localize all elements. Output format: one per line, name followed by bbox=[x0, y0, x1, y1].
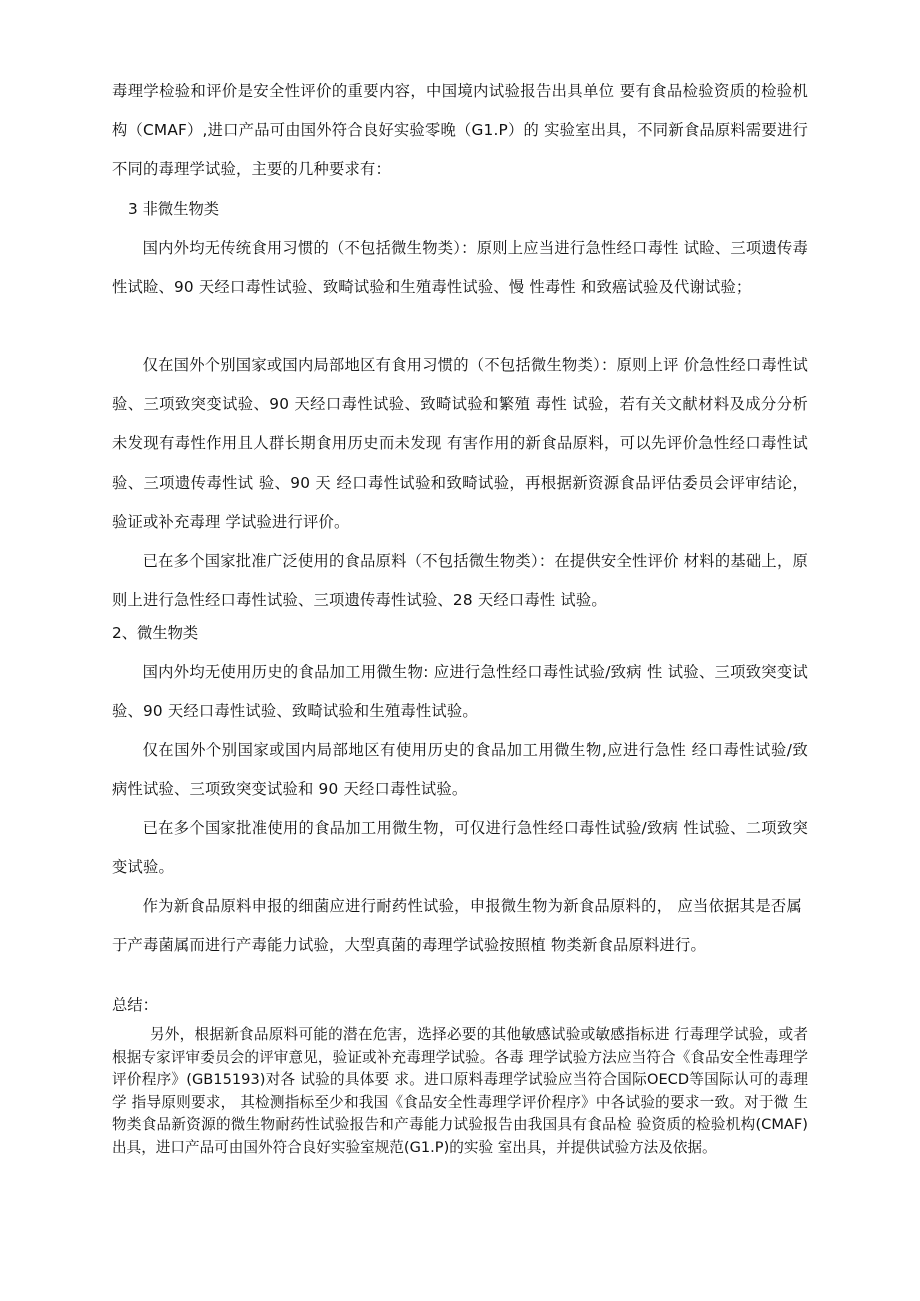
section-heading-microbial: 2、微生物类 bbox=[112, 624, 199, 642]
paragraph-microbe-approved: 已在多个国家批准使用的食品加工用微生物，可仅进行急性经口毒性试验/致病 性试验、二项致突变试验。 bbox=[112, 819, 808, 877]
paragraph-no-traditional-use: 国内外均无传统食用习惯的（不包括微生物类）：原则上应当进行急性经口毒性 试睑、三项遗传毒性试睑、90 天经口毒性试验、致畸试验和生殖毒性试验、慢 性毒性 和致癌试验及代谢试验； bbox=[112, 239, 808, 297]
summary-paragraph: 另外，根据新食品原料可能的潜在危害，选择必要的其他敏感试验或敏感指标进 行毒理学试验，或者根据专家评审委员会的评审意见，验证或补充毒理学试验。各毒 理学试验方法应当符合《食品安全性毒理学评价程序》(GB15193)对各 试验的具体要 求。进口原料毒理学试验应当符合国际OECD等国际认可的毒理学 指导原则要求， 其检测指标至少和我国《食品安全性毒理学评价程序》中各试验的要求一致。对于微 生物类食品新资源的微生物耐药性试验报告和产毒能力试验报告由我国具有食品检 验资质的检验机构(CMAF)出具，进口产品可由国外符合良好实验室规范(G1.P)的实验 室出具，并提供试验方法及依据。 bbox=[112, 1026, 808, 1156]
paragraph-microbe-no-history: 国内外均无使用历史的食品加工用微生物: 应进行急性经口毒性试验/致病 性 试验、三项致突变试验、90 天经口毒性试验、致畸试验和生殖毒性试验。 bbox=[112, 663, 808, 721]
section-heading-non-microbial: 3 非微生物类 bbox=[128, 200, 220, 218]
summary-heading: 总结： bbox=[112, 996, 158, 1014]
paragraph-local-use: 仅在国外个别国家或国内局部地区有食用习惯的（不包括微生物类）：原则上评 价急性经口毒性试验、三项致突变试验、90 天经口毒性试验、致畸试验和繁殖 毒性 试验，若有关文献材料及成分分析未发现有毒性作用且人群长期食用历史而未发现 有害作用的新食品原料，可以先评价急性经口毒性试验、三项遗传毒性试 验、90 天 经口毒性试验和致畸试验，再根据新资源食品评估委员会评审结论，验证或补充毒理 学试验进行评价。 bbox=[112, 356, 808, 531]
intro-paragraph: 毒理学检验和评价是安全性评价的重要内容，中国境内试验报告出具单位 要有食品检验资质的检验机构（CMAF）,进口产品可由国外符合良好实验零晚（G1.P）的 实验室出具，不同新食品原料需要进行不同的毒理学试验，主要的几种要求有： bbox=[112, 82, 808, 179]
paragraph-multi-country-approved: 已在多个国家批准广泛使用的食品原料（不包括微生物类）：在提供安全性评价 材料的基础上，原则上进行急性经口毒性试验、三项遗传毒性试验、28 天经口毒性 试验。 bbox=[112, 552, 808, 610]
paragraph-bacteria-resistance: 作为新食品原料申报的细菌应进行耐药性试验，申报微生物为新食品原料的， 应当依据其是否属于产毒菌属而进行产毒能力试验，大型真菌的毒理学试验按照植 物类新食品原料进行。 bbox=[112, 897, 802, 955]
paragraph-microbe-local-history: 仅在国外个别国家或国内局部地区有使用历史的食品加工用微生物,应进行急性 经口毒性试验/致病性试验、三项致突变试验和 90 天经口毒性试验。 bbox=[112, 741, 808, 799]
